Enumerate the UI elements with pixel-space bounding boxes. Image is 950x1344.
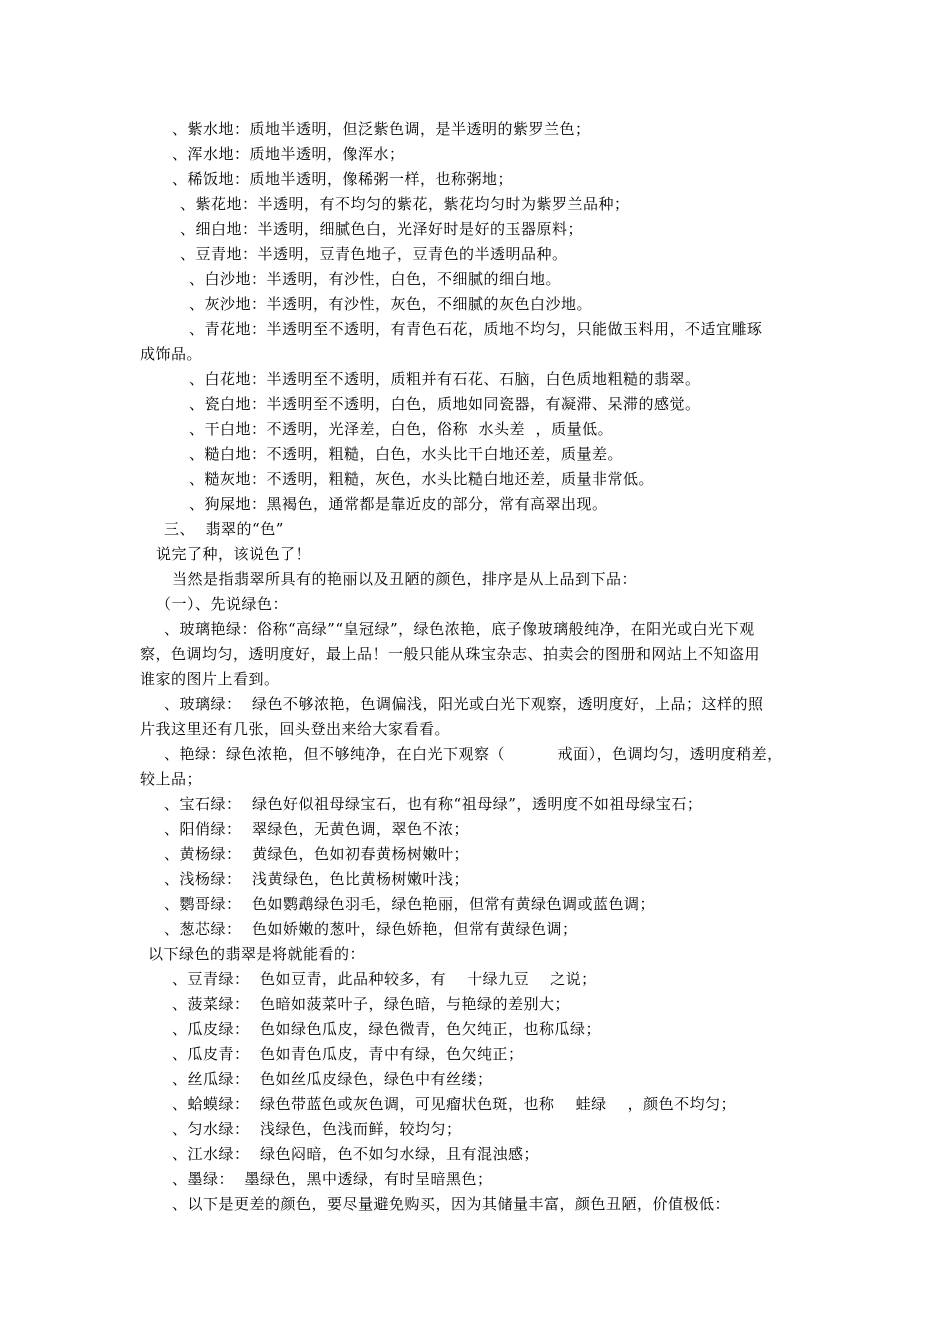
text-line: 、玻璃艳绿：俗称“高绿”“皇冠绿”，绿色浓艳，底子像玻璃般纯净，在阳光或白光下观 — [164, 620, 755, 638]
text-line: 、紫水地：质地半透明，但泛紫色调，是半透明的紫罗兰色； — [172, 120, 591, 138]
text-line: 、豆青地：半透明，豆青色地子，豆青色的半透明品种。 — [180, 245, 568, 263]
text-line: 、狗屎地：黑褐色，通常都是靠近皮的部分，常有高翠出现。 — [189, 495, 608, 513]
text-line: 、青花地：半透明至不透明，有青色石花，质地不均匀，只能做玉料用，不适宜雕琢 — [189, 320, 763, 338]
text-line: 、黄杨绿： 黄绿色，色如初春黄杨树嫩叶； — [164, 845, 470, 863]
text-line: 察，色调均匀，透明度好，最上品！一般只能从珠宝杂志、拍卖会的图册和网站上不知盗用 — [140, 645, 761, 663]
text-line: 、瓜皮青： 色如青色瓜皮，青中有绿，色欠纯正； — [172, 1045, 524, 1063]
text-line: 、紫花地：半透明，有不均匀的紫花，紫花均匀时为紫罗兰品种； — [180, 195, 630, 213]
text-line: 较上品； — [140, 770, 203, 788]
text-line: 、干白地：不透明，光泽差，白色，俗称 水头差 ，质量低。 — [189, 420, 614, 438]
text-line: 、浑水地：质地半透明，像浑水； — [172, 145, 405, 163]
text-line: 、瓜皮绿： 色如绿色瓜皮，绿色微青，色欠纯正，也称瓜绿； — [172, 1020, 602, 1038]
text-line: 、玻璃绿： 绿色不够浓艳，色调偏浅，阳光或白光下观察，透明度好，上品；这样的照 — [164, 695, 764, 713]
text-line: 、以下是更差的颜色，要尽量避免购买，因为其储量丰富，颜色丑陋，价值极低： — [172, 1195, 731, 1213]
text-line: 当然是指翡翠所具有的艳丽以及丑陋的颜色，排序是从上品到下品： — [172, 570, 638, 588]
text-line: 以下绿色的翡翠是将就能看的： — [148, 945, 366, 963]
text-line: 、灰沙地：半透明，有沙性，灰色，不细腻的灰色白沙地。 — [189, 295, 593, 313]
text-line: 、浅杨绿： 浅黄绿色，色比黄杨树嫩叶浅； — [164, 870, 470, 888]
text-line: 、豆青绿： 色如豆青，此品种较多，有 十绿九豆 之说； — [172, 970, 597, 988]
text-line: 、糙白地：不透明，粗糙，白色，水头比干白地还差，质量差。 — [189, 445, 624, 463]
text-line: 、瓷白地：半透明至不透明，白色，质地如同瓷器，有凝滞、呆滞的感觉。 — [189, 395, 701, 413]
text-line: 片我这里还有几张，回头登出来给大家看看。 — [140, 720, 451, 738]
text-line: 、匀水绿： 浅绿色，色浅而鲜，较均匀； — [172, 1120, 462, 1138]
text-line: 、菠菜绿： 色暗如菠菜叶子，绿色暗，与艳绿的差别大； — [172, 995, 571, 1013]
text-line: 、细白地：半透明，细腻色白，光泽好时是好的玉器原料； — [180, 220, 584, 238]
text-line: 、白花地：半透明至不透明，质粗并有石花、石脑，白色质地粗糙的翡翠。 — [189, 370, 701, 388]
subsection-heading: （一）、先说绿色： — [156, 595, 289, 613]
text-line: 、江水绿： 绿色闷暗，色不如匀水绿，且有混浊感； — [172, 1145, 540, 1163]
text-line: 成饰品。 — [140, 345, 203, 363]
text-line: 、墨绿： 墨绿色，黑中透绿，有时呈暗黑色； — [172, 1170, 493, 1188]
text-line: 说完了种，该说色了！ — [156, 545, 312, 563]
text-line: 、白沙地：半透明，有沙性，白色，不细腻的细白地。 — [189, 270, 562, 288]
text-line: 、阳俏绿： 翠绿色，无黄色调，翠色不浓； — [164, 820, 470, 838]
text-line: 谁家的图片上看到。 — [140, 670, 280, 688]
text-line: 、糙灰地：不透明，粗糙，灰色，水头比糙白地还差，质量非常低。 — [189, 470, 655, 488]
text-line: 、宝石绿： 绿色好似祖母绿宝石，也有称“祖母绿”，透明度不如祖母绿宝石； — [164, 795, 703, 813]
text-line: 、鹦哥绿： 色如鹦鹉绿色羽毛，绿色艳丽，但常有黄绿色调或蓝色调； — [164, 895, 656, 913]
text-line: 、稀饭地：质地半透明，像稀粥一样，也称粥地； — [172, 170, 514, 188]
text-line: 、葱芯绿： 色如娇嫩的葱叶，绿色娇艳，但常有黄绿色调； — [164, 920, 578, 938]
text-line: 、艳绿：绿色浓艳，但不够纯净，在白光下观察（ 戒面），色调均匀，透明度稍差， — [164, 745, 783, 763]
text-line: 、丝瓜绿： 色如丝瓜皮绿色，绿色中有丝缕； — [172, 1070, 493, 1088]
text-line: 、蛤蟆绿： 绿色带蓝色或灰色调，可见瘤状色斑，也称 蛙绿 ，颜色不均匀； — [172, 1095, 737, 1113]
section-heading: 三、 翡翠的“色” — [164, 520, 284, 538]
